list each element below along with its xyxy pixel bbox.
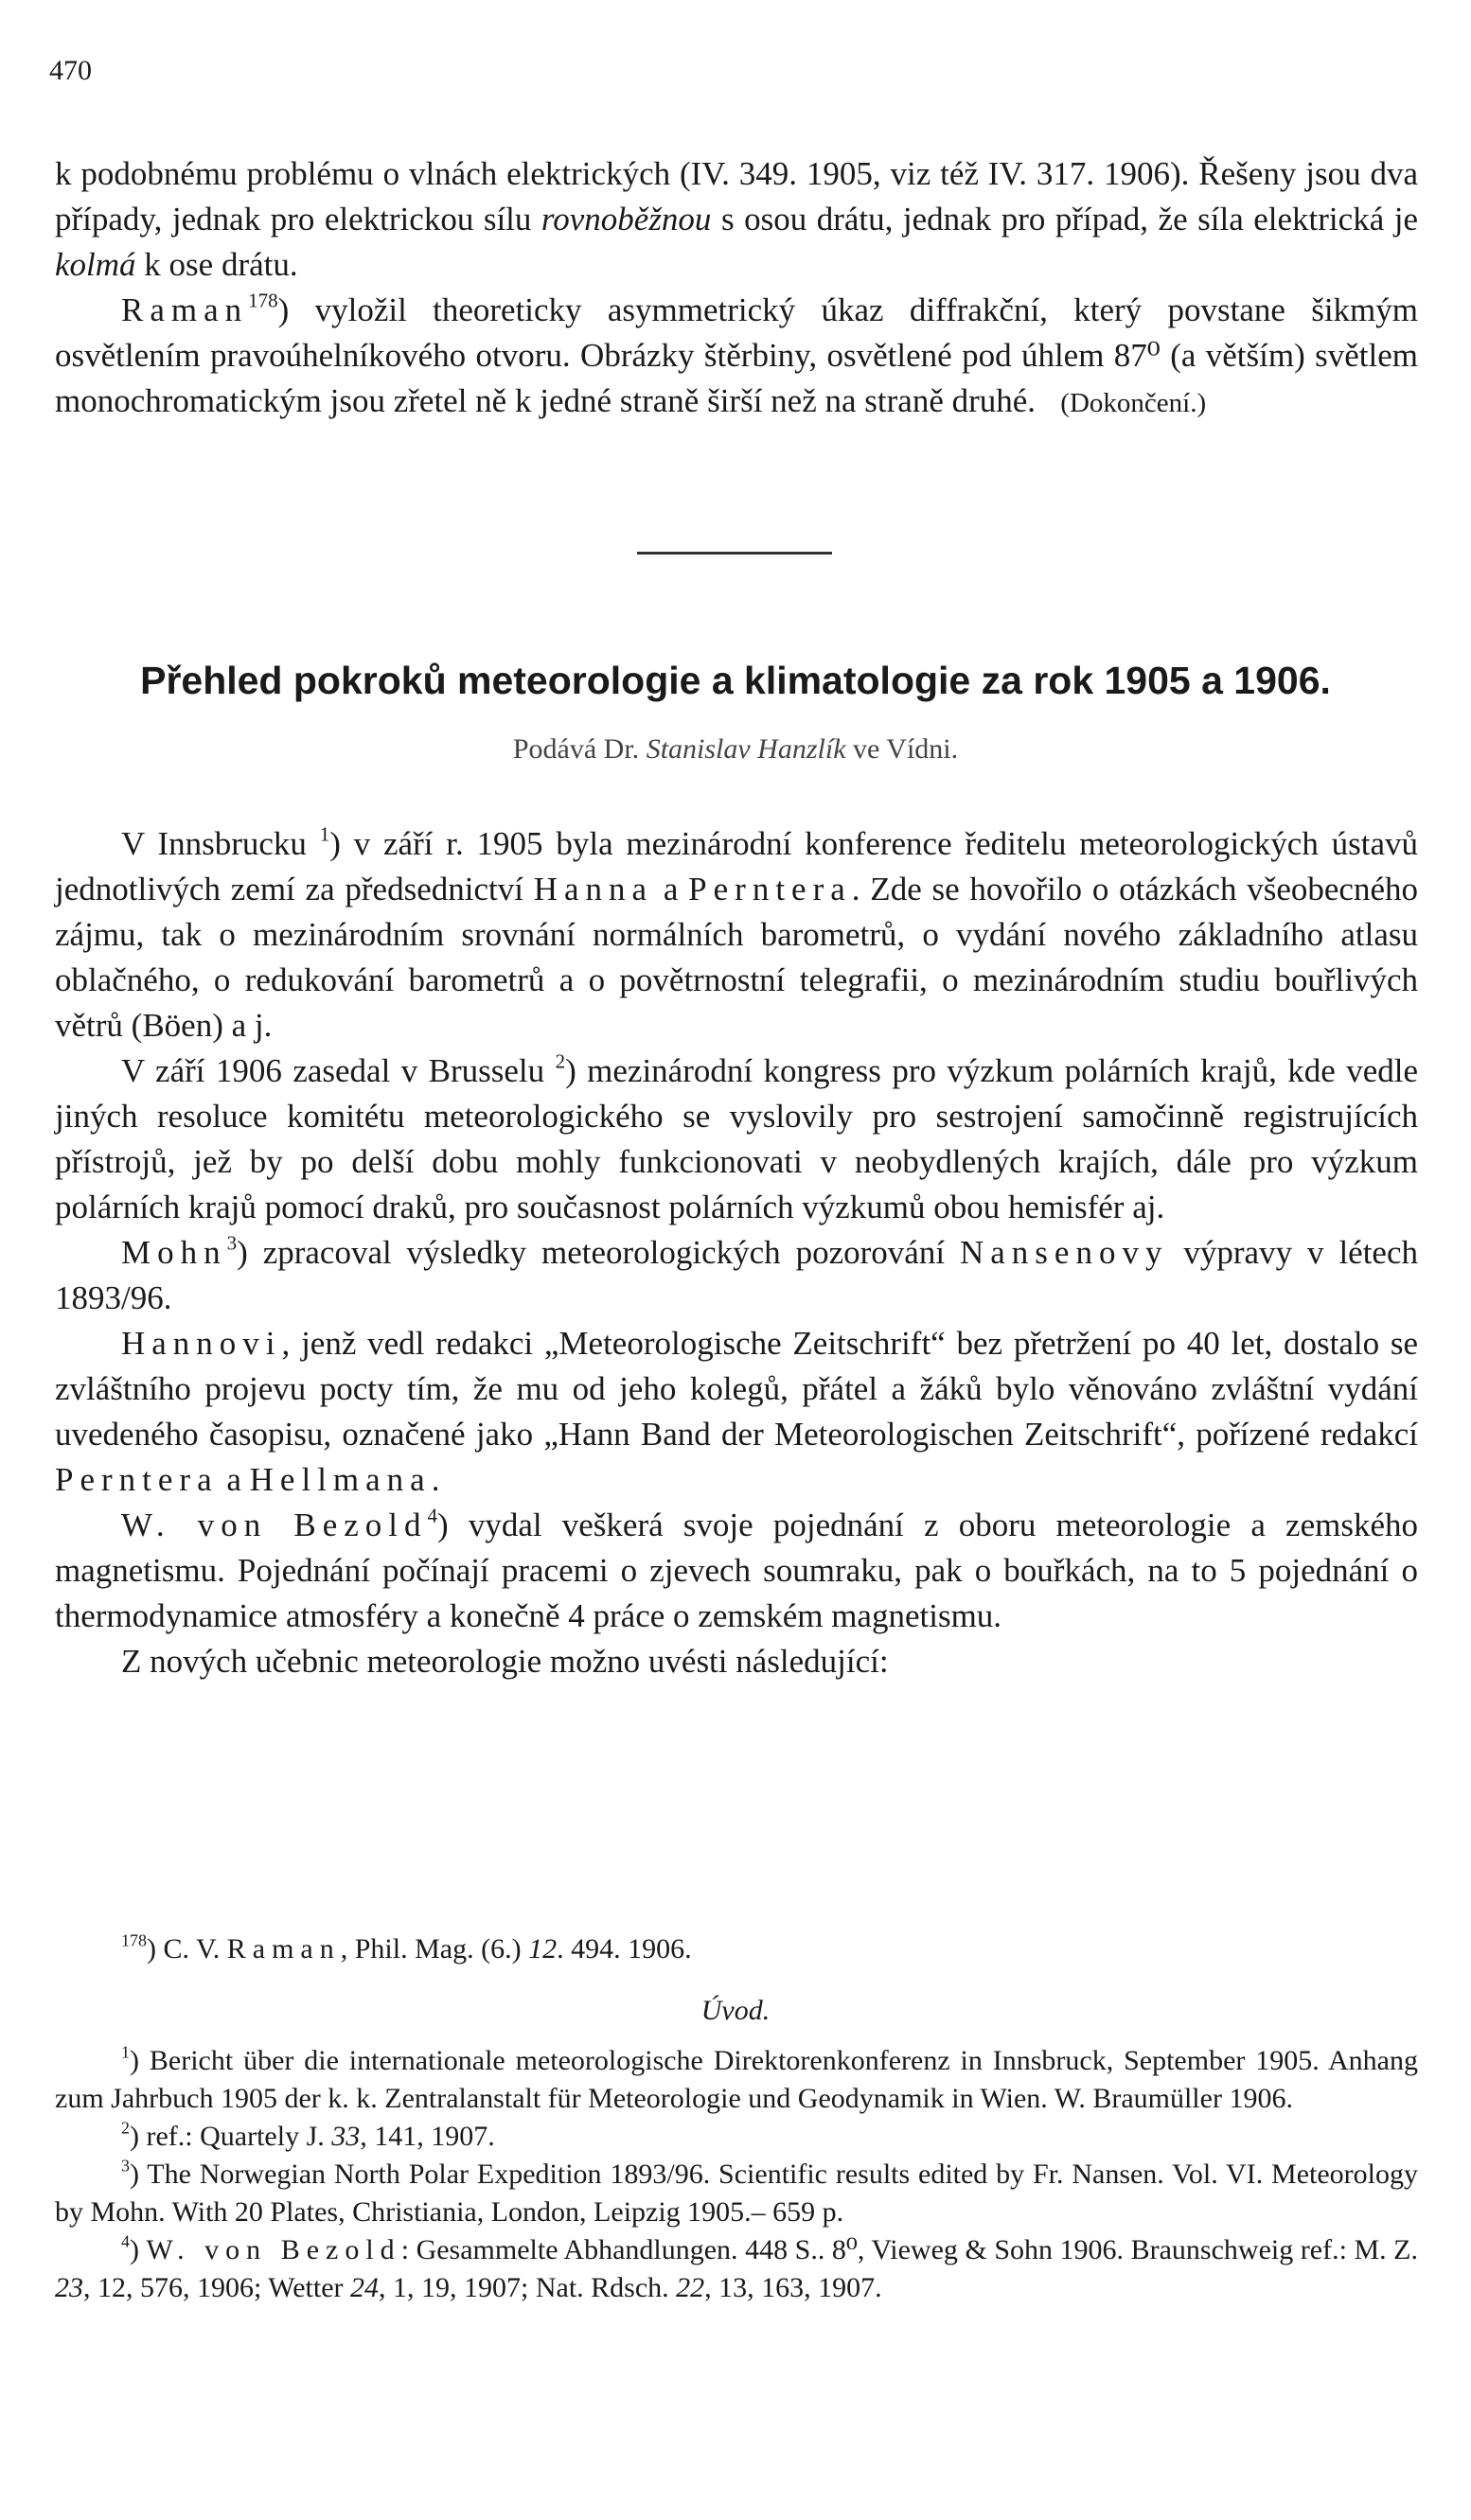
intro-paragraph-1: k podobnému problému o vlnách elektrických (IV. 349. 1905, viz též IV. 317. 1906). Řešeny jsou dva případy, jednak pro elektrickou sílu rovnoběžnou s osou drátu, jednak pro případ, že síla elektrická je kolmá k ose drátu. <box>55 155 1418 283</box>
footnote-4: $^4$) W. von Bezold: Gesammelte Abhandlungen. 448 S.. 8⁰, Vieweg & Sohn 1906. Braunschweig ref.: M. Z. 23, 12, 576, 1906; Wetter 24, 1, 19, 1907; Nat. Rdsch. 22, 13, 163, 1907. <box>55 2231 1418 2303</box>
footnote-1: $^1$) Bericht über die internationale meteorologische Direktorenkonferenz in Innsbruck, September 1905. Anhang zum Jahrbuch 1905 der k. k. Zentralanstalt für Meteorologie und Geodynamik in Wien. W. Braumüller 1906. <box>55 2042 1418 2114</box>
article-body <box>55 821 1418 1684</box>
body-paragraph-3: Mohn$^3$) zpracoval výsledky meteorologických pozorování Nansenovy výpravy v létech 1893/96. <box>55 1231 1418 1316</box>
page-number: 470 <box>49 55 92 86</box>
body-paragraph-4: Hannovi, jenž vedl redakci „Meteorologische Zeitschrift“ bez přetržení po 40 let, dostalo se zvláštního projevu pocty tím, že mu od jeho kolegů, přátel a žáků bylo věnováno zvláštní vydání uvedeného časopisu, označené jako „Hann Band der Meteorologischen Zeitschrift“, pořízené redakcí Perntera a Hellmana. <box>55 1325 1418 1498</box>
section-divider <box>637 552 832 555</box>
body-paragraph-6: Z nových učebnic meteorologie možno uvésti následující: <box>121 1643 889 1680</box>
section-label-uvod: Úvod. <box>700 1995 771 2026</box>
footnotes-section <box>55 2042 1418 2307</box>
intro-section <box>55 151 1418 426</box>
body-paragraph-1: V Innsbrucku $^1$) v září r. 1905 byla mezinárodní konference ředitelu meteorologických ústavů jednotlivých zemí za předsednictví Hanna a Perntera. Zde se hovořilo o otázkách všeobecného zájmu, tak o mezinárodním srovnání normálních barometrů, o vydání nového základního atlasu oblačného, o redukování barometrů a o povětrnostní telegrafii, o mezinárodním studiu bouřlivých větrů (Böen) a j. <box>55 822 1419 1044</box>
article-title: Přehled pokroků meteorologie a klimatologie za rok 1905 a 1906. <box>140 659 1331 702</box>
footnote-2: $^2$) ref.: Quartely J. 33, 141, 1907. <box>121 2118 495 2152</box>
article-byline: Podává Dr. Stanislav Hanzlík ve Vídni. <box>512 733 959 765</box>
body-paragraph-5: W. von Bezold$^4$) vydal veškerá svoje pojednání z oboru meteorologie a zemského magnetismu. Pojednání počínají pracemi o zjevech soumraku, pak o bouřkách, na to 5 pojednání o thermodynamice atmosféry a konečně 4 práce o zemském magnetismu. <box>55 1504 1418 1634</box>
body-paragraph-2: V září 1906 zasedal v Brusselu $^2$) mezinárodní kongress pro výzkum polárních krajů, kde vedle jiných resoluce komitétu meteorologického se vyslovily pro sestrojení samočinně registrujících přístrojů, jež by po delší dobu mohly funkcionovati v neobydlených krajích, dále pro výzkum polárních krajů pomocí draků, pro současnost polárních výzkumů obou hemisfér aj. <box>55 1049 1418 1225</box>
footnote-3: $^3$) The Norwegian North Polar Expedition 1893/96. Scientific results edited by Fr. Nansen. Vol. VI. Meteorology by Mohn. With 20 Plates, Christiania, London, Leipzig 1905.– 659 p. <box>55 2156 1418 2228</box>
continuation-note: (Dokončení.) <box>1060 388 1207 418</box>
footnote-178: $^{178}$) C. V. Raman, Phil. Mag. (6.) 12. 494. 1906. <box>121 1930 692 1965</box>
intro-paragraph-2: Raman$^{178}$) vyložil theoreticky asymmetrický úkaz diffrakční, který povstane šikmým osvětlením pravoúhelníkového otvoru. Obrázky štěrbiny, osvětlené pod úhlem 87⁰ (a větším) světlem monochromatickým jsou zřetel ně k jedné straně širší než na straně druhé. (Dokončení.) <box>55 289 1418 419</box>
